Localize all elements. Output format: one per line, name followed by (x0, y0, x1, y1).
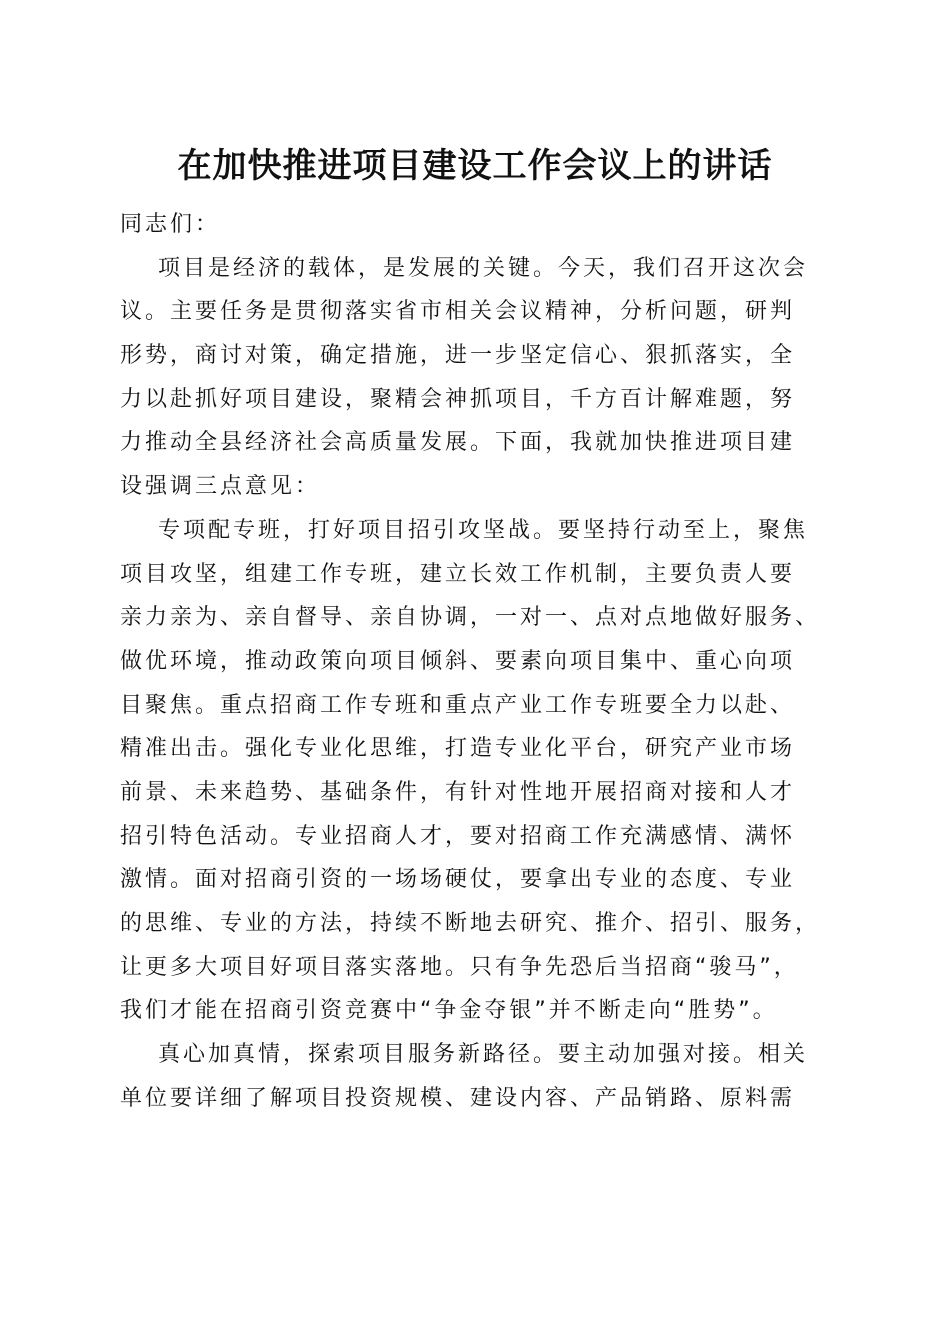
text-line: 前景、未来趋势、基础条件，有针对性地开展招商对接和人才 (120, 779, 796, 805)
text-line: 让更多大项目好项目落实落地。只有争先恐后当招商“骏马”， (120, 954, 799, 980)
salutation: 同志们： (120, 212, 221, 237)
paragraph-3 (120, 1038, 830, 1125)
text-line: 真心加真情，探索项目服务新路径。要主动加强对接。相关 (158, 1042, 809, 1068)
text-line: 做优环境，推动政策向项目倾斜、要素向项目集中、重心向项 (120, 648, 796, 674)
text-line: 力推动全县经济社会高质量发展。下面，我就加快推进项目建 (120, 430, 796, 456)
text-line: 的思维、专业的方法，持续不断地去研究、推介、招引、服务， (120, 911, 821, 936)
text-line: 项目攻坚，组建工作专班，建立长效工作机制，主要负责人要 (120, 561, 796, 587)
text-line: 设强调三点意见： (120, 474, 321, 500)
document-body (120, 208, 830, 1125)
text-line: 力以赴抓好项目建设，聚精会神抓项目，千方百计解难题，努 (120, 386, 796, 412)
text-line: 亲力亲为、亲自督导、亲自协调，一对一、点对点地做好服务、 (120, 605, 821, 631)
text-line: 单位要详细了解项目投资规模、建设内容、产品销路、原料需 (120, 1085, 796, 1111)
text-line: 目聚焦。重点招商工作专班和重点产业工作专班要全力以赴、 (120, 692, 796, 718)
text-line: 我们才能在招商引资竞赛中“争金夺银”并不断走向“胜势”。 (120, 998, 778, 1024)
document-title: 在加快推进项目建设工作会议上的讲话 (177, 146, 773, 186)
text-line: 项目是经济的载体，是发展的关键。今天，我们召开这次会 (158, 255, 809, 281)
text-line: 激情。面对招商引资的一场场硬仗，要拿出专业的态度、专业 (120, 867, 796, 893)
text-line: 议。主要任务是贯彻落实省市相关会议精神，分析问题，研判 (120, 299, 796, 325)
paragraph-1 (120, 252, 830, 514)
paragraph-2 (120, 514, 830, 1038)
text-line: 形势，商讨对策，确定措施，进一步坚定信心、狠抓落实，全 (120, 343, 796, 369)
text-line: 专项配专班，打好项目招引攻坚战。要坚持行动至上，聚焦 (158, 517, 809, 543)
text-line: 精准出击。强化专业化思维，打造专业化平台，研究产业市场 (120, 736, 796, 762)
text-line: 招引特色活动。专业招商人才，要对招商工作充满感情、满怀 (120, 823, 796, 849)
